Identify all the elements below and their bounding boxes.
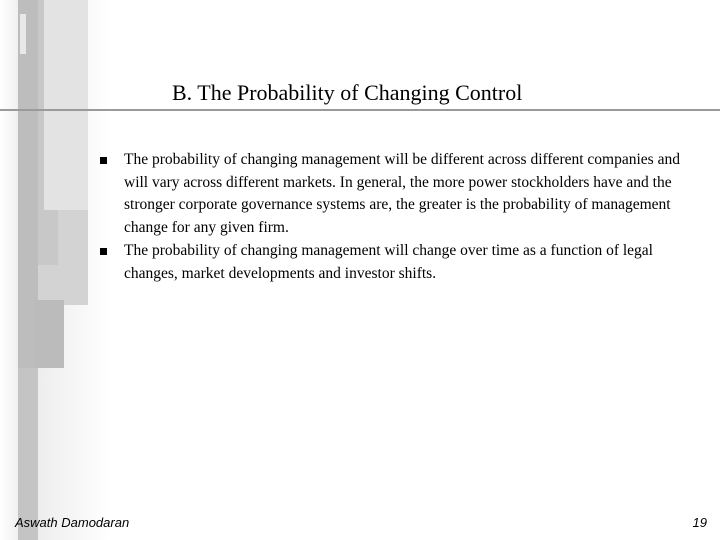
bullet-item [100,240,700,285]
footer-author: Aswath Damodaran [15,515,130,530]
decorative-edge-fade [0,0,18,540]
square-bullet-icon [100,248,107,255]
slide-title: B. The Probability of Changing Control [172,80,523,105]
bullet-text: The probability of changing management will be different across different companies and will vary across different markets. In general, the more power stockholders have and the stronger corporate governance systems are, the greater is the probability of management change for any given firm. [124,151,680,237]
bullet-item [100,149,700,240]
decorative-light-block [44,0,88,210]
bullet-list [100,149,700,285]
decorative-small-block [20,14,26,54]
bullet-text: The probability of changing management will change over time as a function of legal changes, market developments and investor shifts. [124,241,653,282]
title-divider [0,109,720,111]
decorative-gray-block [34,300,64,368]
page-number: 19 [692,515,707,530]
square-bullet-icon [100,157,107,164]
